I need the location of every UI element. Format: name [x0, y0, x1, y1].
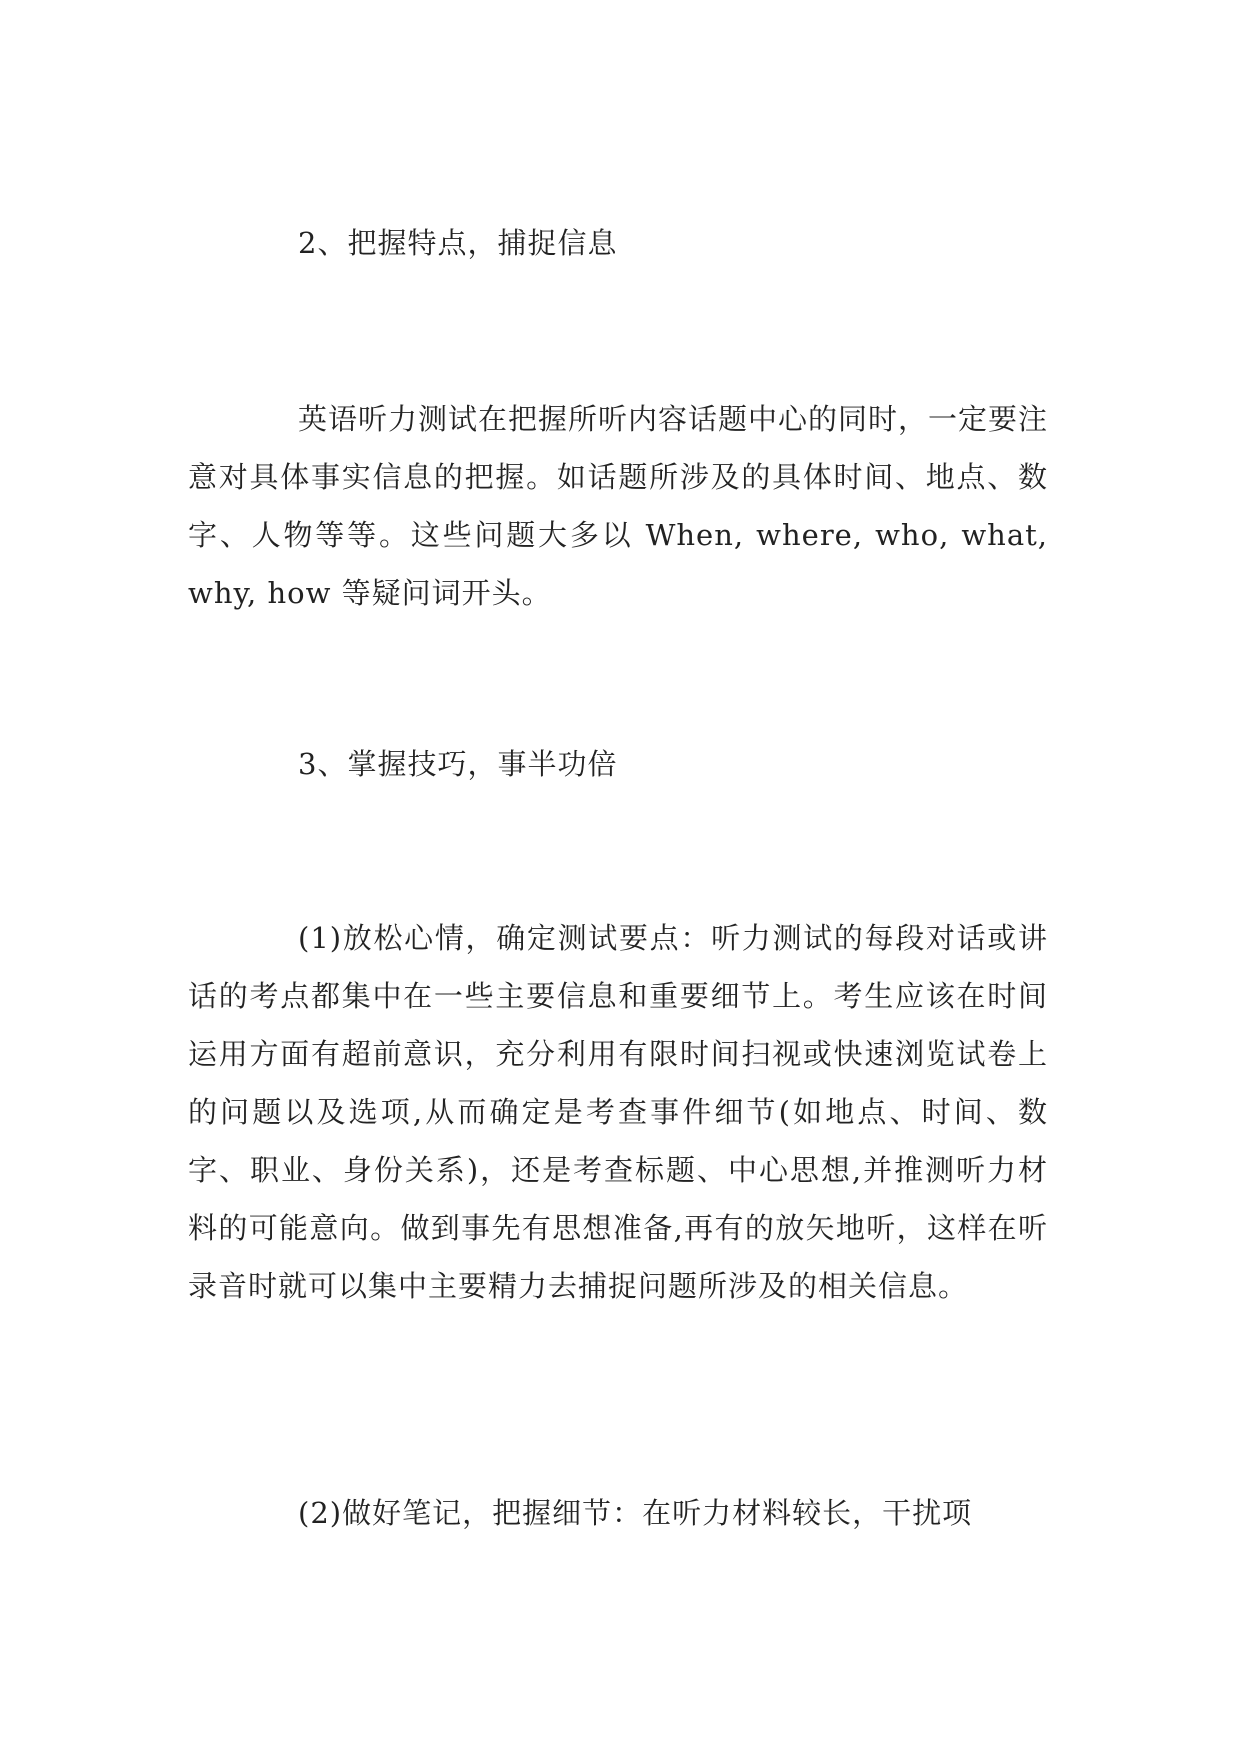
paragraph-relax-tips: (1)放松心情，确定测试要点：听力测试的每段对话或讲话的考点都集中在一些主要信息和重要细节上。考生应该在时间运用方面有超前意识，充分利用有限时间扫视或快速浏览试卷上的问题以及选项,从而确定是考查事件细节(如地点、时间、数字、职业、身份关系)，还是考查标题、中心思想,并推测听力材料的可能意向。做到事先有思想准备,再有的放矢地听，这样在听录音时就可以集中主要精力去捕捉问题所涉及的相关信息。 — [188, 921, 1048, 1303]
paragraph-details: 英语听力测试在把握所听内容话题中心的同时，一定要注意对具体事实信息的把握。如话题所涉及的具体时间、地点、数字、人物等等。这些问题大多以 When, where, who, what, why, how 等疑问词开头。 — [188, 402, 1049, 610]
section-heading-2: 2、把握特点，捕捉信息 — [298, 226, 618, 260]
section-heading-3: 3、掌握技巧，事半功倍 — [298, 747, 618, 781]
paragraph-notes-tips: (2)做好笔记，把握细节：在听力材料较长，干扰项 — [298, 1496, 973, 1530]
